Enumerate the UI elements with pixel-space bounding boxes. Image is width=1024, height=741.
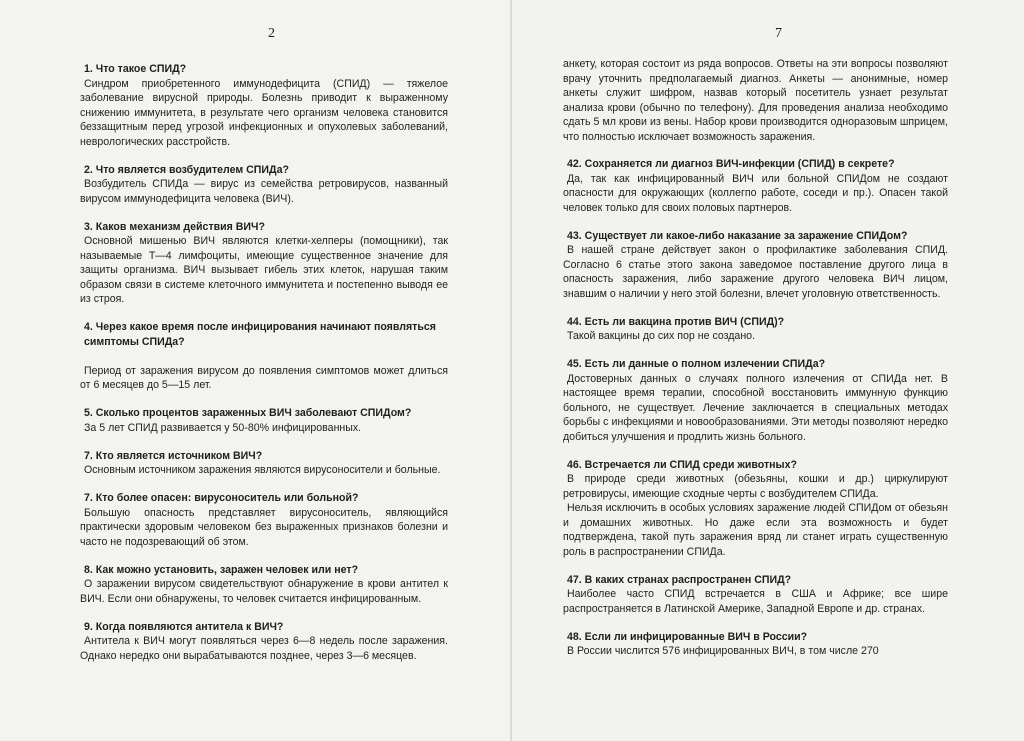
answer-paragraph: Достоверных данных о случаях полного излечения от СПИДа нет. В настоящее время терапии, способной восстановить иммунную функцию больного, не существует. Лечение заключается в специальных методах борьбы с инфекциями и новообразованиями. Эти методы позволяют нередко добиться улучшения и продлить жизнь больного. [563, 372, 948, 443]
question-heading: 4. Через какое время после инфицирования начинают появляться симптомы СПИДа? [84, 321, 436, 348]
question-heading: 45. Есть ли данные о полном излечении СПИДа? [567, 358, 826, 370]
answer-paragraph: Основным источником заражения являются вирусоносители и больные. [84, 464, 441, 476]
question-heading: 47. В каких странах распространен СПИД? [567, 573, 792, 586]
answer-paragraph: Антитела к ВИЧ могут появляться через 6—8 недель после заражения. Однако нередко они вырабатываются позднее, через 3—6 месяцев. [80, 635, 448, 662]
answer-paragraph: О заражении вирусом свидетельствуют обнаружение в крови антител к ВИЧ. Если они обнаружены, то человек считается инфицированным. [80, 578, 448, 605]
answer-paragraph: В природе среди животных (обезьяны, кошки и др.) циркулируют ретровирусы, имеющие сходные черты с возбудителем СПИДа. [563, 473, 948, 500]
answer-paragraph: Большую опасность представляет вирусоноситель, являющийся практически здоровым человеком без выраженных признаков болезни и часто не подозревающий об этом. [80, 506, 448, 548]
qa-section [80, 163, 448, 207]
qa-section [563, 315, 948, 344]
right-page [512, 0, 1024, 741]
answer-paragraph: Наиболее часто СПИД встречается в США и Африке; все шире распространяется в Латинской Америке, Западной Европе и др. странах. [563, 588, 948, 615]
qa-section [563, 630, 948, 659]
question-heading: 9. Когда появляются антитела к ВИЧ? [84, 620, 284, 633]
question-heading: 1. Что такое СПИД? [84, 63, 187, 75]
qa-section [563, 357, 948, 444]
question-heading: 7. Кто является источником ВИЧ? [84, 449, 263, 462]
text-column [80, 62, 448, 677]
question-heading: 2. Что является возбудителем СПИДа? [84, 163, 289, 176]
question-heading: 8. Как можно установить, заражен человек или нет? [84, 563, 359, 576]
answer-paragraph: В нашей стране действует закон о профилактике заболевания СПИД. Согласно 6 статье этого закона заведомое поставление другого лица в опасность заражения, либо заражение другого человека ВИЧ лицом, знавшим о наличии у него этой болезни, влечет уголовную ответственность. [563, 244, 948, 300]
qa-section [80, 220, 448, 307]
answer-paragraph: Нельзя исключить в особых условиях заражение людей СПИДом от обезьян и домашних животных. Но даже если эта возможность и будет подтверждена, такой путь заражения вряд ли станет играть существенную роль в распространении СПИДа. [563, 502, 948, 558]
qa-section [563, 229, 948, 302]
question-heading: 7. Кто более опасен: вирусоноситель или больной? [84, 492, 359, 504]
question-heading: 5. Сколько процентов зараженных ВИЧ заболевают СПИДом? [84, 407, 412, 419]
qa-section [80, 406, 448, 435]
answer-paragraph: В России числится 576 инфицированных ВИЧ, в том числе 270 [567, 645, 879, 657]
continued-paragraph: анкету, которая состоит из ряда вопросов. Ответы на эти вопросы позволяют врачу уточнить предполагаемый диагноз. Анкеты — анонимные, номер анкеты служит шифром, назвав который посетитель узнает результат анализа крови (обычно по телефону). Для проведения анализа необходимо сдать 5 мл крови из вены. Набор крови производится одноразовым шприцем, что полностью исключает возможность заражения. [563, 58, 948, 143]
qa-section [80, 320, 448, 393]
question-heading: 3. Каков механизм действия ВИЧ? [84, 220, 265, 233]
answer-paragraph: Синдром приобретенного иммунодефицита (СПИД) — тяжелое заболевание вирусной природы. Болезнь приводит к выраженному снижению иммунитета, в результате чего организм человека становится беззащитным перед угрозой инфекционных и опухолевых заболеваний, неврологических расстройств. [80, 77, 448, 148]
answer-paragraph: Основной мишенью ВИЧ являются клетки-хелперы (помощники), так называемые Т—4 лимфоциты, имеющие существенное значение для защиты организма. ВИЧ вызывает гибель этих клеток, нарушая таким образом связи в системе клеточного иммунитета и постепенно выводя ее из строя. [80, 235, 448, 305]
qa-section [80, 620, 448, 664]
answer-paragraph: За 5 лет СПИД развивается у 50-80% инфицированных. [84, 421, 362, 434]
question-heading: 43. Существует ли какое-либо наказание за заражение СПИДом? [567, 229, 908, 242]
qa-section [80, 62, 448, 149]
qa-section [80, 449, 448, 478]
question-heading: 42. Сохраняется ли диагноз ВИЧ-инфекции (СПИД) в секрете? [567, 158, 895, 170]
answer-paragraph: Возбудитель СПИДа — вирус из семейства ретровирусов, названный вирусом иммунодефицита человека (ВИЧ). [80, 178, 448, 205]
page-number: 2 [268, 26, 275, 41]
answer-paragraph: Период от заражения вирусом до появления симптомов может длиться от 6 месяцев до 5—15 лет. [80, 364, 448, 391]
qa-section [563, 573, 948, 617]
qa-section [563, 458, 948, 560]
question-heading: 44. Есть ли вакцина против ВИЧ (СПИД)? [567, 315, 785, 328]
text-column [563, 57, 948, 672]
answer-paragraph: Такой вакцины до сих пор не создано. [567, 330, 756, 342]
question-heading: 46. Встречается ли СПИД среди животных? [567, 458, 797, 471]
qa-section [563, 157, 948, 215]
qa-section [80, 563, 448, 607]
qa-section [80, 491, 448, 549]
page-number: 7 [775, 26, 782, 41]
answer-paragraph: Да, так как инфицированный ВИЧ или больной СПИДом не создают опасности для окружающих (коллегпо работе, соседи и пр.). Опасен такой человек только для своих половых партнеров. [563, 172, 948, 214]
question-heading: 48. Если ли инфицированные ВИЧ в России? [567, 630, 808, 643]
